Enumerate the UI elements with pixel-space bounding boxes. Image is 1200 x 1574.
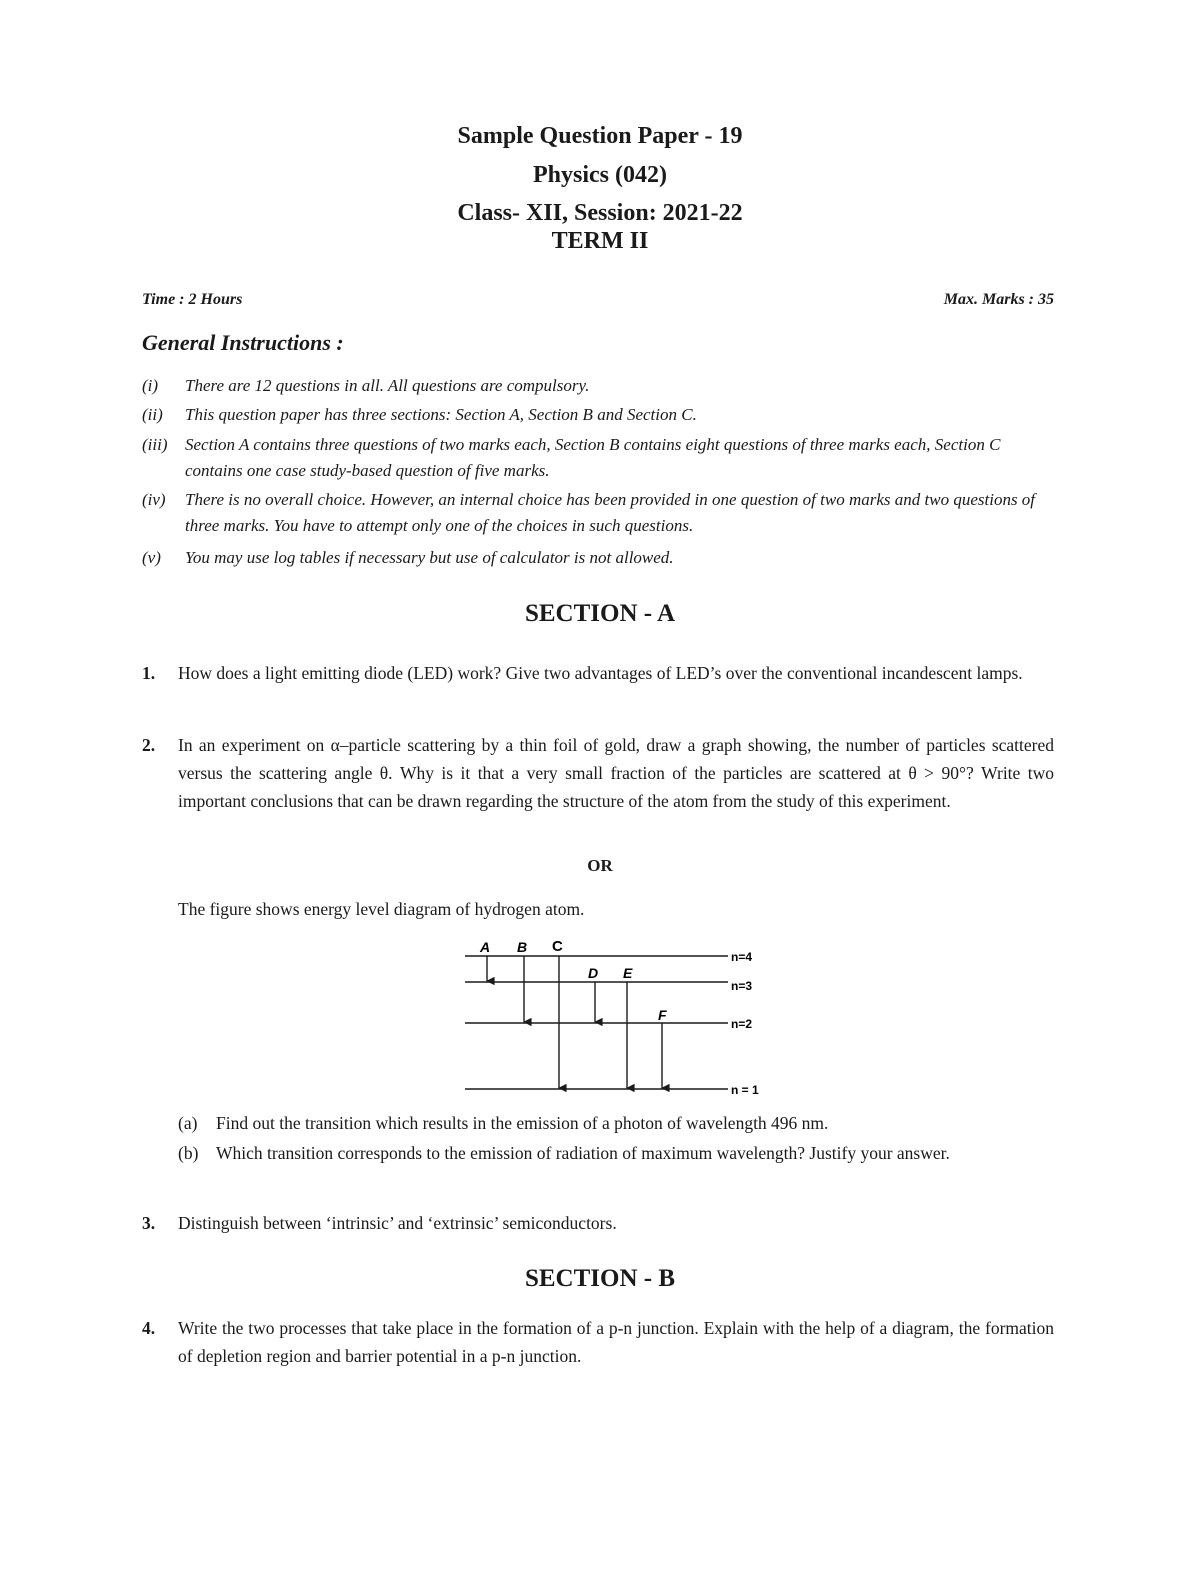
transition-label-b: B — [517, 939, 528, 955]
level-label-n4: n=4 — [731, 950, 753, 964]
question-text: In an experiment on α–particle scattering by a thin foil of gold, draw a graph showing, the number of particles scattered versus the scattering angle θ. Why is it that a very small fraction of the particles are scattered at θ > 90°? Write two important conclusions that can be drawn regarding the structure of the atom from the study of this experiment. — [178, 735, 1054, 811]
instruction-number: (ii) — [142, 405, 163, 424]
instruction-item — [142, 545, 1057, 571]
subquestion-number: (b) — [178, 1143, 199, 1163]
subquestion-text: Which transition corresponds to the emission of radiation of maximum wavelength? Justify your answer. — [216, 1143, 950, 1163]
transition-label-a: A — [480, 939, 491, 955]
instruction-text: There are 12 questions in all. All questions are compulsory. — [185, 376, 590, 395]
instruction-text: Section A contains three questions of two marks each, Section B contains eight questions of three marks each, Section C contains one case study-based question of five marks. — [185, 435, 1001, 480]
transition-label-f: F — [658, 1007, 667, 1023]
term-label: TERM II — [551, 228, 649, 254]
subquestion-b — [178, 1139, 1054, 1167]
instruction-text: There is no overall choice. However, an internal choice has been provided in one question of two marks and two questions of three marks. You have to attempt only one of the choices in such questions. — [185, 490, 1036, 535]
question-2 — [142, 731, 1054, 815]
instruction-item — [142, 373, 1057, 399]
transition-label-e: E — [623, 965, 633, 981]
instruction-item — [142, 402, 1057, 428]
instruction-number: (i) — [142, 376, 159, 395]
instruction-item — [142, 432, 1057, 484]
section-b-heading: SECTION - B — [524, 1265, 676, 1292]
instruction-text: You may use log tables if necessary but use of calculator is not allowed. — [185, 548, 674, 567]
class-session: Class- XII, Session: 2021-22 — [457, 200, 743, 226]
instruction-number: (iii) — [142, 435, 168, 454]
figure-intro: The figure shows energy level diagram of hydrogen atom. — [178, 899, 585, 919]
instruction-number: (iv) — [142, 490, 166, 509]
instruction-number: (v) — [142, 548, 161, 567]
max-marks-label: Max. Marks : 35 — [943, 291, 1054, 308]
question-1 — [142, 659, 1054, 687]
paper-title: Sample Question Paper - 19 — [457, 123, 743, 149]
question-text: Distinguish between ‘intrinsic’ and ‘extrinsic’ semiconductors. — [178, 1213, 617, 1233]
instructions-heading: General Instructions : — [142, 330, 344, 355]
or-separator: OR — [587, 856, 613, 875]
subquestion-a — [178, 1109, 1054, 1137]
question-number: 4. — [142, 1318, 156, 1338]
level-label-n3: n=3 — [731, 979, 753, 993]
subquestion-number: (a) — [178, 1113, 198, 1133]
section-a-heading: SECTION - A — [524, 600, 676, 627]
subject-title: Physics (042) — [533, 162, 667, 188]
instruction-item — [142, 487, 1057, 539]
level-label-n1: n = 1 — [731, 1083, 759, 1097]
question-4 — [142, 1314, 1054, 1370]
instruction-text: This question paper has three sections: Section A, Section B and Section C. — [185, 405, 697, 424]
time-label: Time : 2 Hours — [142, 291, 243, 308]
subquestion-text: Find out the transition which results in the emission of a photon of wavelength 496 nm. — [216, 1113, 829, 1133]
question-3 — [142, 1209, 1054, 1237]
question-number: 3. — [142, 1213, 156, 1233]
question-number: 1. — [142, 663, 156, 683]
transition-label-c: C — [552, 938, 563, 955]
question-text: Write the two processes that take place in the formation of a p-n junction. Explain with the help of a diagram, the formation of depletion region and barrier potential in a p-n junction. — [178, 1318, 1054, 1366]
energy-level-diagram — [455, 932, 815, 1102]
level-label-n2: n=2 — [731, 1017, 753, 1031]
question-number: 2. — [142, 735, 156, 755]
question-text: How does a light emitting diode (LED) work? Give two advantages of LED’s over the conventional incandescent lamps. — [178, 663, 1023, 683]
transition-label-d: D — [588, 965, 599, 981]
